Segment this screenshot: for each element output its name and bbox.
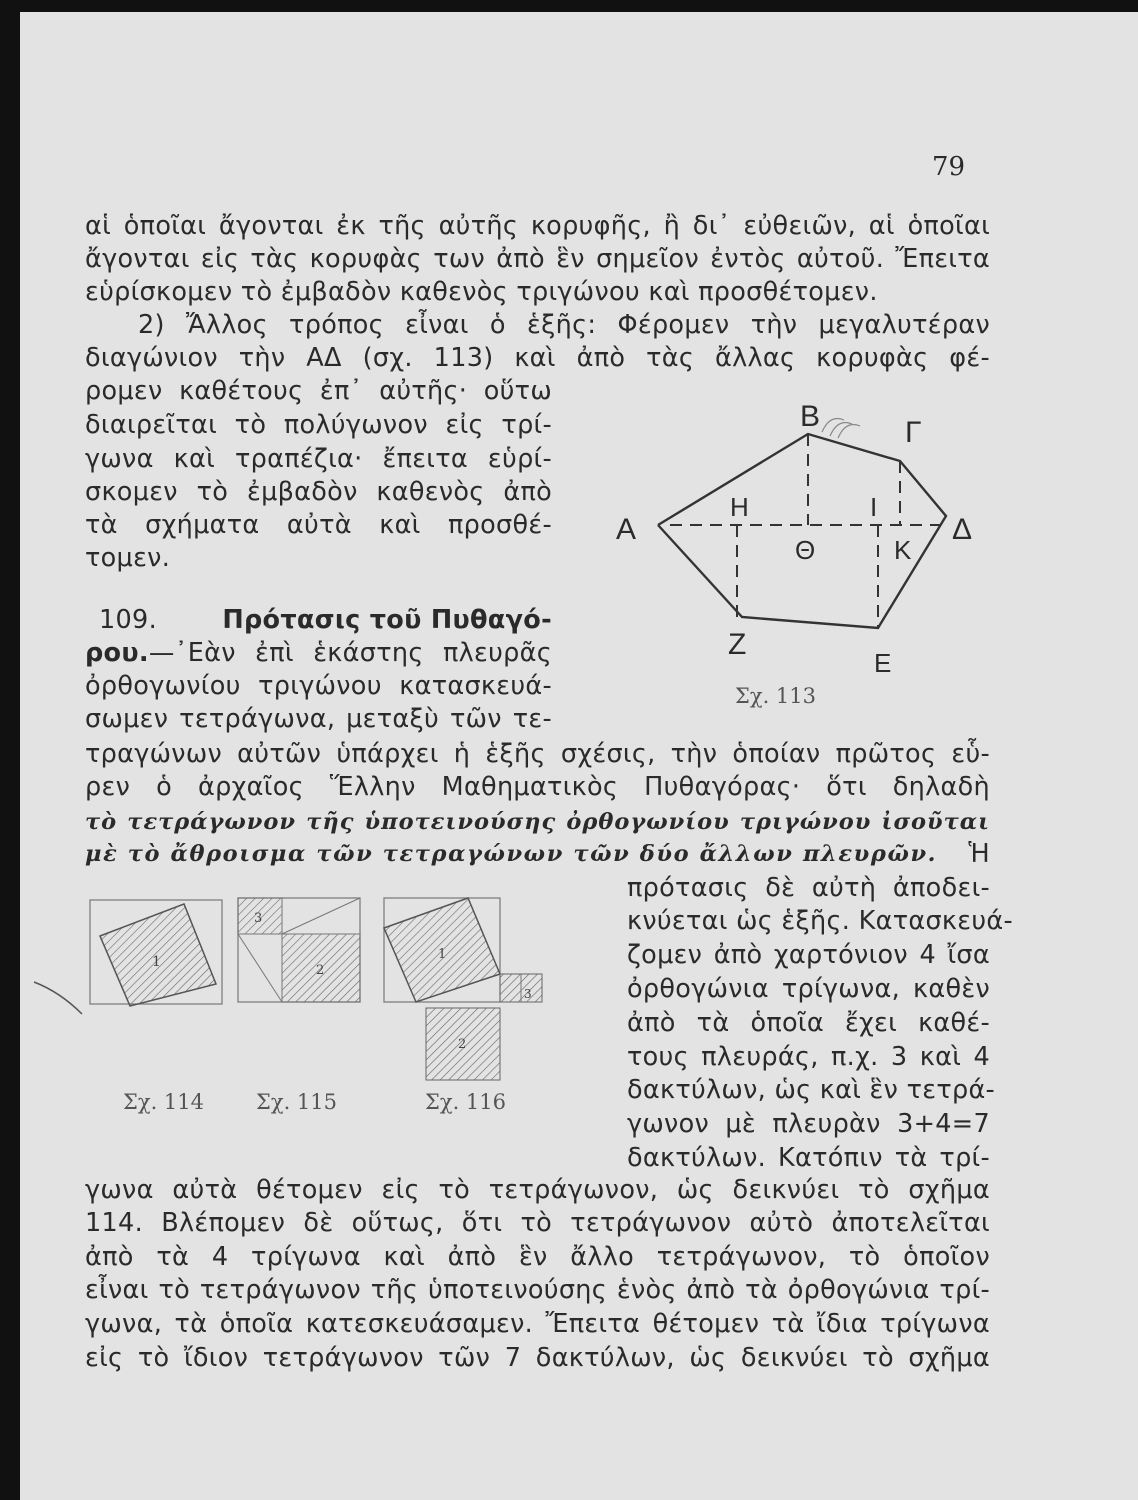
text-line: κνύεται ὡς ἑξῆς. Κατασκευά-	[627, 906, 1014, 936]
text-line: σωμεν τετράγωνα, μεταξὺ τῶν τε-	[85, 704, 552, 734]
figure-caption: Σχ. 114	[123, 1090, 205, 1114]
text-line: αἱ ὁποῖαι ἄγονται ἐκ τῆς αὐτῆς κορυφῆς, ἢ δι᾽ εὐθειῶν, αἱ ὁποῖαι	[85, 211, 990, 241]
vertex-label: Ζ	[728, 628, 747, 661]
text-line: τραγώνων αὐτῶν ὑπάρχει ἡ ἑξῆς σχέσις, τὴν ὁποίαν πρῶτος εὗ-	[85, 739, 990, 769]
text-line	[85, 838, 990, 870]
page-number: 79	[932, 152, 966, 182]
vertex-label: Κ	[894, 535, 912, 565]
text-line: ὀρθογωνίου τριγώνου κατασκευά-	[85, 671, 552, 701]
text-line: πρότασις δὲ αὐτὴ ἀποδει-	[627, 873, 990, 903]
vertex-label: Γ	[905, 416, 922, 449]
text-line	[85, 637, 552, 669]
text-line: γωνα αὐτὰ θέτομεν εἰς τὸ τετράγωνον, ὡς δεικνύει τὸ σχῆμα	[85, 1175, 990, 1205]
section-number: 109.	[99, 605, 157, 635]
vertex-label: Α	[616, 513, 637, 546]
figure-caption: Σχ. 116	[425, 1090, 507, 1114]
text-line: ὀρθογώνια τρίγωνα, καθὲν	[627, 974, 990, 1004]
text-line: ἀπὸ τὰ 4 τρίγωνα καὶ ἀπὸ ἓν ἄλλο τετράγωνον, τὸ ὁποῖον	[85, 1242, 990, 1272]
text-line: δακτύλων, ὡς καὶ ἓν τετρά-	[627, 1075, 996, 1105]
vertex-label: Η	[730, 492, 749, 522]
section-title-end: ρου.	[85, 638, 149, 668]
text-line: τους πλευράς, π.χ. 3 καὶ 4	[627, 1042, 990, 1072]
text-line: 114. Βλέπομεν δὲ οὕτως, ὅτι τὸ τετράγωνον αὐτὸ ἀποτελεῖται	[85, 1208, 990, 1238]
pencil-mark	[30, 972, 90, 1022]
text-line: διαγώνιον τὴν ΑΔ (σχ. 113) καὶ ἀπὸ τὰς ἄλλας κορυφὰς φέ-	[85, 343, 990, 373]
text-line: σκομεν τὸ ἐμβαδὸν καθενὸς ἀπὸ	[85, 477, 552, 507]
text-line: γωνα καὶ τραπέζια· ἔπειτα εὑρί-	[85, 444, 552, 474]
figure-113	[590, 382, 990, 682]
text-line: ρεν ὁ ἀρχαῖος Ἕλλην Μαθηματικὸς Πυθαγόρας· ὅτι δηλαδὴ	[85, 772, 990, 802]
theorem-line: τὸ τετράγωνον τῆς ὑποτεινούσης ὀρθογωνίου τριγώνου ἰσοῦται	[85, 809, 990, 835]
vertex-label: Δ	[952, 513, 973, 546]
vertex-label: Β	[800, 400, 821, 433]
theorem-line: μὲ τὸ ἄθροισμα τῶν τετραγώνων τῶν δύο ἄλλων πλευρῶν.	[85, 841, 938, 867]
text-line: εἰς τὸ ἴδιον τετράγωνον τῶν 7 δακτύλων, ὡς δεικνύει τὸ σχῆμα	[85, 1343, 990, 1373]
text-line: γωνα, τὰ ὁποῖα κατεσκευάσαμεν. Ἔπειτα θέτομεν τὰ ἴδια τρίγωνα	[85, 1309, 990, 1339]
text-line: ζομεν ἀπὸ χαρτόνιον 4 ἴσα	[627, 940, 990, 970]
text-line: διαιρεῖται τὸ πολύγωνον εἰς τρί-	[85, 410, 552, 440]
text-line: τὰ σχήματα αὐτὰ καὶ προσθέ-	[85, 510, 552, 540]
section-title: Πρότασις τοῦ Πυθαγό-	[222, 605, 552, 635]
text-line: γωνον μὲ πλευρὰν 3+4=7	[627, 1109, 990, 1139]
figure-115	[238, 898, 378, 1010]
text-line: 2) Ἄλλος τρόπος εἶναι ὁ ἑξῆς: Φέρομεν τὴν μεγαλυτέραν	[138, 310, 990, 340]
area-label: 3	[254, 911, 263, 926]
figure-caption: Σχ. 115	[256, 1090, 338, 1114]
text-line: εὑρίσκομεν τὸ ἐμβαδὸν καθενὸς τριγώνου καὶ προσθέτομεν.	[85, 277, 878, 307]
vertex-label: Ι	[870, 492, 878, 522]
area-label: 1	[438, 947, 447, 962]
scribble-mark	[822, 419, 860, 439]
text-line: δακτύλων. Κατόπιν τὰ τρί-	[627, 1143, 990, 1173]
section-text: —᾽Εὰν ἐπὶ ἑκάστης πλευρᾶς	[148, 638, 552, 668]
area-label: 2	[458, 1037, 467, 1052]
section-heading	[99, 604, 552, 636]
book-page	[20, 12, 1138, 1500]
vertex-label: Θ	[795, 535, 816, 565]
text-line: ἄγονται εἰς τὰς κορυφὰς των ἀπὸ ἓν σημεῖον ἐντὸς αὐτοῦ. Ἔπειτα	[85, 244, 990, 274]
figure-caption: Σχ. 113	[735, 684, 817, 708]
vertex-label: Ε	[874, 648, 892, 678]
text-line: ρομεν καθέτους ἐπ᾽ αὐτῆς· οὕτω	[85, 376, 552, 406]
text-line: εἶναι τὸ τετράγωνον τῆς ὑποτεινούσης ἑνὸς ἀπὸ τὰ ὀρθογώνια τρί-	[85, 1275, 990, 1305]
text-line: ἀπὸ τὰ ὁποῖα ἔχει καθέ-	[627, 1008, 990, 1038]
area-label: 2	[316, 963, 325, 978]
diagonal-and-perpendiculars	[670, 434, 940, 628]
area-label: 1	[152, 954, 161, 970]
area-label: 3	[524, 987, 532, 1001]
text-fragment: Ἡ	[968, 839, 990, 869]
figure-114	[90, 900, 230, 1012]
text-line: τομεν.	[85, 543, 171, 573]
figure-116	[384, 898, 564, 1088]
polygon-outline	[658, 434, 946, 628]
